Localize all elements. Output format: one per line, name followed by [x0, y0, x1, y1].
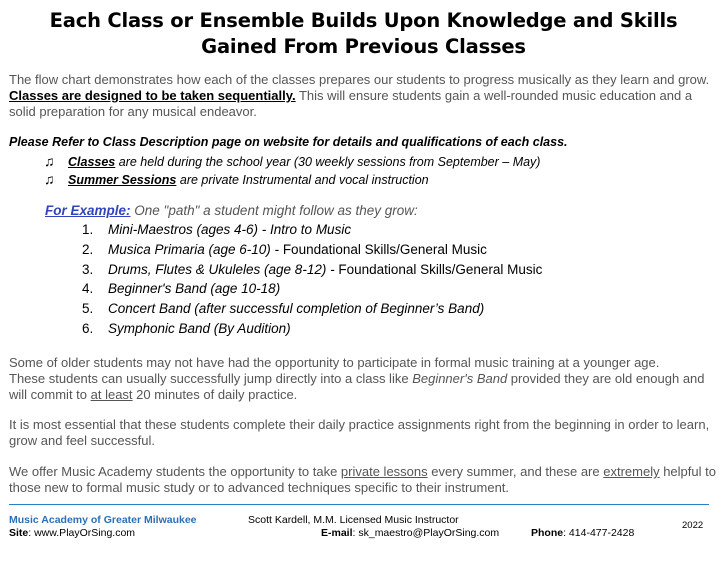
summer-lessons-paragraph	[9, 464, 717, 496]
intro-text-1: The flow chart demonstrates how each of the classes prepares our students to progress musically as they learn and grow.	[9, 72, 710, 87]
intro-paragraph	[9, 72, 717, 120]
underlined-text: private lessons	[340, 464, 428, 479]
para3-text: We offer Music Academy students the opportunity to take	[9, 464, 341, 479]
step-name: Beginner's Band (age 10-18)	[108, 281, 281, 297]
para1-text: These students can usually successfully jump directly into a class like	[9, 371, 413, 386]
footer-email	[321, 527, 499, 539]
older-students-paragraph	[9, 355, 717, 403]
music-note-icon: ♫	[44, 171, 55, 187]
intro-text-2: This will ensure students gain a well-rounded music education and a solid preparation for any musical endeavor.	[9, 88, 693, 119]
phone-label: Phone	[531, 527, 564, 539]
bullet-key: Classes	[68, 155, 116, 169]
list-item	[82, 240, 542, 260]
site-value[interactable]: : www.PlayOrSing.com	[28, 527, 136, 539]
step-number: 1.	[82, 222, 94, 237]
bullet-item-classes	[44, 152, 540, 170]
step-number: 5.	[82, 301, 94, 317]
bullet-text: are held during the school year (30 weekly sessions from September – May)	[115, 155, 541, 169]
para3-text: helpful to those new to formal music study or to advanced techniques specific to their instrument.	[9, 464, 716, 495]
step-number: 2.	[82, 241, 94, 257]
footer-phone	[531, 527, 634, 539]
para3-text: every summer, and these are	[427, 464, 604, 479]
footer-instructor: Scott Kardell, M.M. Licensed Music Instructor	[248, 514, 459, 526]
step-extra: Foundational Skills/General Music	[334, 261, 543, 277]
underlined-text: at least	[90, 387, 133, 402]
para1-text: provided they are old enough and will commit to	[9, 371, 705, 402]
intro-emphasis: Classes are designed to be taken sequentially.	[9, 88, 296, 103]
email-value[interactable]: : sk_maestro@PlayOrSing.com	[352, 527, 500, 539]
para1-text: 20 minutes of daily practice.	[132, 387, 298, 402]
list-item	[82, 319, 542, 339]
list-item	[82, 279, 542, 299]
step-extra: Foundational Skills/General Music	[279, 241, 487, 257]
footer-brand: Music Academy of Greater Milwaukee	[9, 514, 197, 526]
underlined-text: extremely	[603, 464, 660, 479]
email-label: E-mail	[321, 527, 353, 539]
example-text: One "path" a student might follow as they grow:	[130, 203, 418, 218]
para1-line1: Some of older students may not have had the opportunity to participate in formal music training at a younger age.	[9, 355, 660, 370]
phone-value: : 414-477-2428	[563, 527, 635, 539]
refer-note: Please Refer to Class Description page on website for details and qualifications of each class.	[9, 135, 568, 149]
list-item	[82, 220, 542, 240]
step-name: Concert Band (after successful completion of Beginner’s Band)	[108, 301, 485, 317]
class-name: Beginner's Band	[412, 371, 508, 386]
bullet-list	[44, 152, 540, 188]
list-item	[82, 299, 542, 319]
step-name: Drums, Flutes & Ukuleles (age 8-12) -	[108, 261, 335, 277]
page-title	[0, 8, 727, 60]
title-line-2: Gained From Previous Classes	[201, 35, 526, 58]
para1-line2	[9, 371, 717, 403]
step-number: 3.	[82, 261, 94, 277]
step-name: Musica Primaria (age 6-10) -	[108, 241, 280, 257]
step-number: 4.	[82, 281, 94, 297]
bullet-text: are private Instrumental and vocal instruction	[176, 173, 429, 187]
practice-paragraph: It is most essential that these students complete their daily practice assignments right from the beginning in order to learn, grow and feel successful.	[9, 417, 710, 448]
site-label: Site	[9, 527, 29, 539]
title-line-1: Each Class or Ensemble Builds Upon Knowledge and Skills	[49, 9, 678, 32]
footer-divider	[9, 504, 709, 505]
example-heading	[45, 203, 418, 218]
class-path-list	[82, 220, 542, 339]
bullet-item-summer	[44, 170, 540, 188]
list-item	[82, 260, 542, 280]
example-label: For Example:	[45, 203, 131, 218]
step-number: 6.	[82, 320, 94, 336]
bullet-key: Summer Sessions	[68, 173, 177, 187]
music-note-icon: ♫	[44, 153, 55, 169]
step-name: Mini-Maestros (ages 4-6) - Intro to Music	[108, 222, 352, 237]
footer-year: 2022	[682, 520, 704, 531]
footer-site	[9, 527, 135, 539]
step-name: Symphonic Band (By Audition)	[108, 320, 291, 336]
